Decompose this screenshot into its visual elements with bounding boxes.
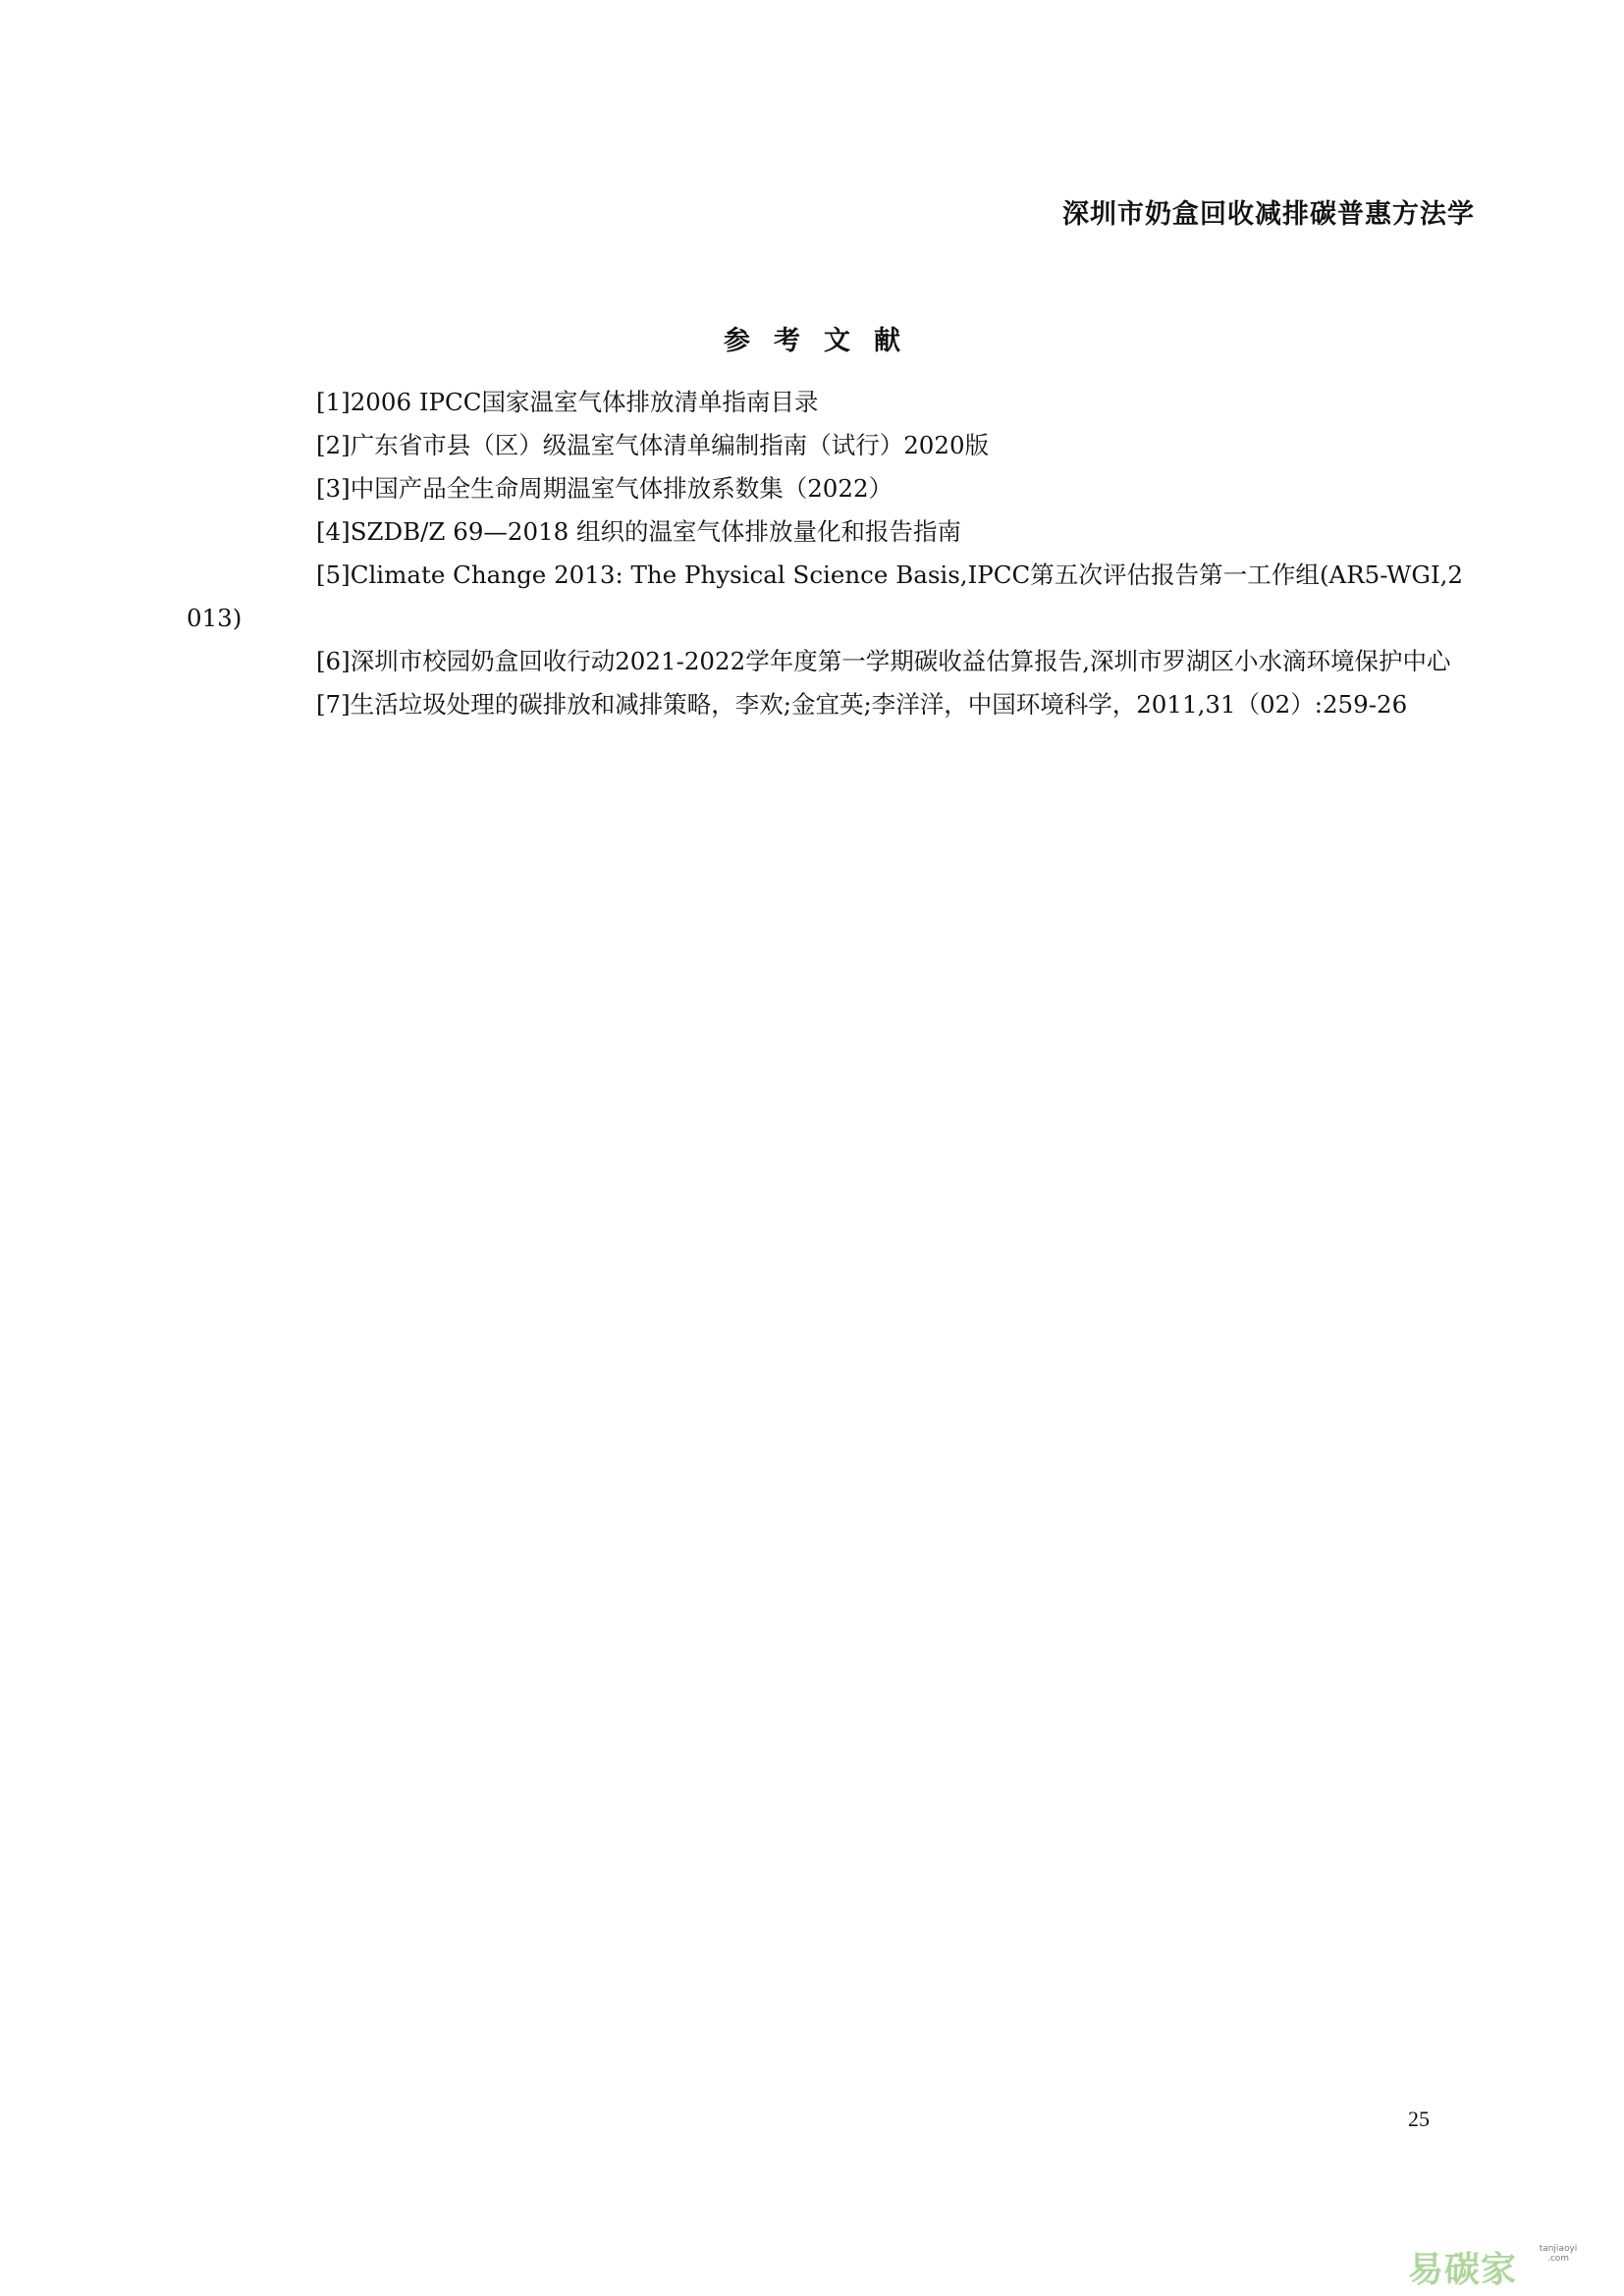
- reference-number: [4]: [316, 517, 351, 546]
- reference-number: [7]: [316, 690, 351, 719]
- reference-item: [187, 683, 1463, 726]
- page-number: 25: [1408, 2107, 1430, 2131]
- reference-item: [187, 640, 1463, 683]
- watermark-domain-line1: tanjiaoyi: [1539, 2244, 1578, 2254]
- watermark-domain: [1536, 2244, 1581, 2264]
- section-title: 参考文献: [724, 326, 924, 356]
- reference-text: 中国产品全生命周期温室气体排放系数集（2022）: [350, 474, 893, 503]
- reference-text: Climate Change 2013: The Physical Science Basis,IPCC第五次评估报告第一工作组(AR5-WGI,2013): [187, 561, 1463, 632]
- reference-item: [187, 467, 1463, 510]
- reference-text: 广东省市县（区）级温室气体清单编制指南（试行）2020版: [350, 431, 990, 459]
- reference-number: [6]: [316, 647, 351, 675]
- document-header-title: 深圳市奶盒回收减排碳普惠方法学: [1062, 199, 1475, 230]
- reference-item: [187, 554, 1463, 640]
- reference-number: [2]: [316, 431, 351, 459]
- reference-text: 生活垃圾处理的碳排放和减排策略，李欢;金宜英;李洋洋，中国环境科学，2011,31（02）:259-26: [350, 690, 1408, 719]
- reference-number: [5]: [316, 561, 351, 589]
- reference-item: [187, 381, 1463, 424]
- reference-number: [3]: [316, 474, 351, 503]
- reference-number: [1]: [316, 388, 351, 416]
- reference-item: [187, 424, 1463, 467]
- reference-text: 深圳市校园奶盒回收行动2021-2022学年度第一学期碳收益估算报告,深圳市罗湖区小水滴环境保护中心: [350, 647, 1451, 675]
- reference-text: 2006 IPCC国家温室气体排放清单指南目录: [350, 388, 819, 416]
- watermark-text: 易碳家: [1408, 2250, 1518, 2290]
- reference-text: SZDB/Z 69—2018 组织的温室气体排放量化和报告指南: [350, 517, 962, 546]
- watermark-domain-line2: .com: [1546, 2254, 1570, 2264]
- reference-list: [187, 381, 1463, 726]
- watermark-logo: [1404, 2238, 1591, 2290]
- reference-item: [187, 510, 1463, 554]
